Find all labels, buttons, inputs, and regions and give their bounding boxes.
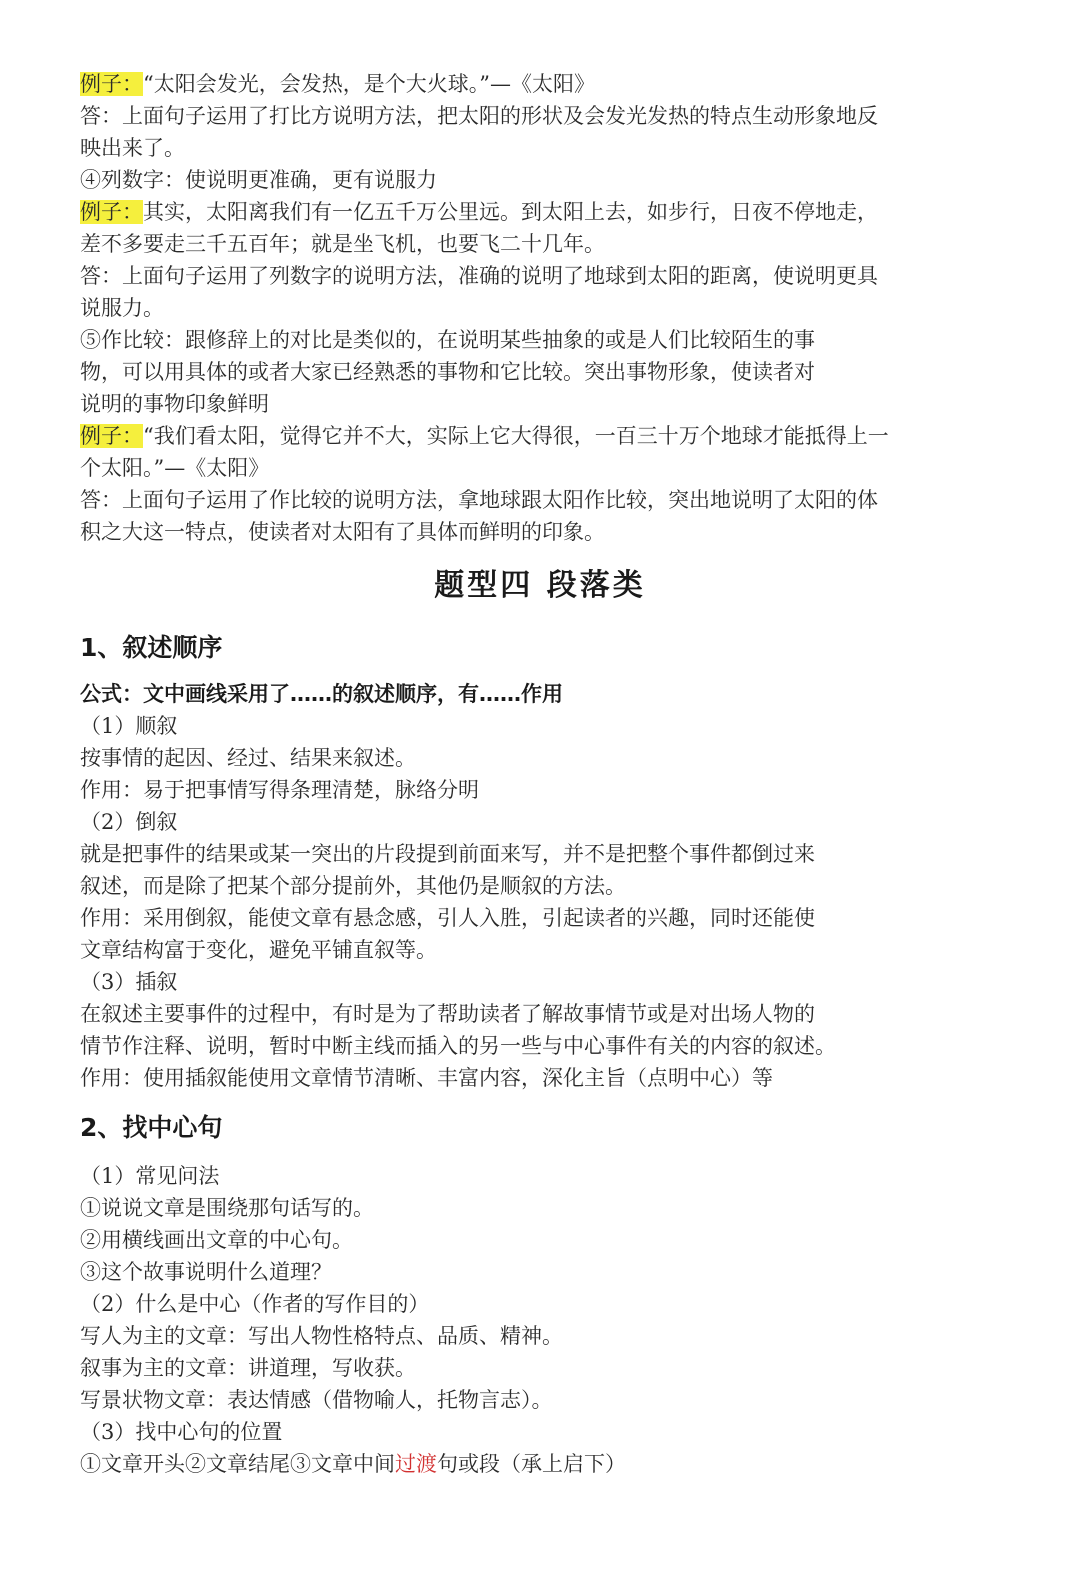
formula-line: 公式：文中画线采用了……的叙述顺序，有……作用 (80, 682, 563, 706)
interpolation-line-3: 作用：使用插叙能使用文章情节清晰、丰富内容，深化主旨（点明中心）等 (80, 1066, 773, 1090)
chronological-line-2: 作用：易于把事情写得条理清楚，脉络分明 (80, 778, 479, 802)
position-line (80, 1448, 940, 1480)
answer-2-line-1: 答：上面句子运用了列数字的说明方法，准确的说明了地球到太阳的距离，使说明更具 (80, 264, 878, 288)
interpolation-line-1: 在叙述主要事件的过程中，有时是为了帮助读者了解故事情节或是对出场人物的 (80, 1002, 815, 1026)
subhead-position: （3）找中心句的位置 (80, 1420, 283, 1444)
position-text-pre: ①文章开头②文章结尾③文章中间 (80, 1452, 395, 1476)
transition-highlight: 过渡 (395, 1452, 437, 1476)
item-5-line-1: ⑤作比较：跟修辞上的对比是类似的，在说明某些抽象的或是人们比较陌生的事 (80, 328, 815, 352)
subhead-chronological: （1）顺叙 (80, 714, 178, 738)
subhead-interpolation: （3）插叙 (80, 970, 178, 994)
example-label: 例子： (80, 424, 143, 448)
answer-1-line-2: 映出来了。 (80, 136, 185, 160)
center-line-1: 写人为主的文章：写出人物性格特点、品质、精神。 (80, 1324, 563, 1348)
example-text: “我们看太阳，觉得它并不大，实际上它大得很，一百三十万个地球才能抵得上一 (143, 424, 889, 448)
flashback-line-3: 作用：采用倒叙，能使文章有悬念感，引人入胜，引起读者的兴趣，同时还能使 (80, 906, 815, 930)
interpolation-line-2: 情节作注释、说明，暂时中断主线而插入的另一些与中心事件有关的内容的叙述。 (80, 1034, 836, 1058)
heading-central-sentence: 2、找中心句 (80, 1113, 223, 1142)
item-5-line-3: 说明的事物印象鲜明 (80, 392, 269, 416)
example-3-line-2: 个太阳。”—《太阳》 (80, 456, 270, 480)
flashback-line-4: 文章结构富于变化，避免平铺直叙等。 (80, 938, 437, 962)
position-text-post: 句或段（承上启下） (437, 1452, 626, 1476)
answer-3-line-1: 答：上面句子运用了作比较的说明方法，拿地球跟太阳作比较，突出地说明了太阳的体 (80, 488, 878, 512)
example-label: 例子： (80, 72, 143, 96)
center-line-2: 叙事为主的文章：讲道理，写收获。 (80, 1356, 416, 1380)
example-text: 其实，太阳离我们有一亿五千万公里远。到太阳上去，如步行，日夜不停地走， (143, 200, 878, 224)
item-5-line-2: 物，可以用具体的或者大家已经熟悉的事物和它比较。突出事物形象，使读者对 (80, 360, 815, 384)
chronological-line-1: 按事情的起因、经过、结果来叙述。 (80, 746, 416, 770)
heading-narrative-order: 1、叙述顺序 (80, 633, 223, 662)
example-1 (80, 68, 940, 100)
subhead-flashback: （2）倒叙 (80, 810, 178, 834)
answer-3-line-2: 积之大这一特点，使读者对太阳有了具体而鲜明的印象。 (80, 520, 605, 544)
answer-2-line-2: 说服力。 (80, 296, 164, 320)
question-line-3: ③这个故事说明什么道理？ (80, 1260, 332, 1284)
flashback-line-2: 叙述，而是除了把某个部分提前外，其他仍是顺叙的方法。 (80, 874, 626, 898)
top-section (80, 68, 940, 548)
question-line-1: ①说说文章是围绕那句话写的。 (80, 1196, 374, 1220)
flashback-line-1: 就是把事件的结果或某一突出的片段提到前面来写，并不是把整个事件都倒过来 (80, 842, 815, 866)
example-2-line-1 (80, 196, 940, 228)
center-line-3: 写景状物文章：表达情感（借物喻人，托物言志）。 (80, 1388, 553, 1412)
section-title: 题型四 段落类 (434, 568, 646, 603)
subhead-what-is-center: （2）什么是中心（作者的写作目的） (80, 1292, 430, 1316)
answer-1-line-1: 答：上面句子运用了打比方说明方法，把太阳的形状及会发光发热的特点生动形象地反 (80, 104, 878, 128)
narrative-order-section (80, 710, 940, 1094)
subhead-common-questions: （1）常见问法 (80, 1164, 220, 1188)
example-text: “太阳会发光，会发热，是个大火球。”—《太阳》 (143, 72, 595, 96)
example-label: 例子： (80, 200, 143, 224)
question-line-2: ②用横线画出文章的中心句。 (80, 1228, 353, 1252)
item-4-list-numbers: ④列数字：使说明更准确，更有说服力 (80, 168, 437, 192)
example-3-line-1 (80, 420, 940, 452)
central-sentence-section (80, 1160, 940, 1480)
example-2-line-2: 差不多要走三千五百年；就是坐飞机，也要飞二十几年。 (80, 232, 605, 256)
